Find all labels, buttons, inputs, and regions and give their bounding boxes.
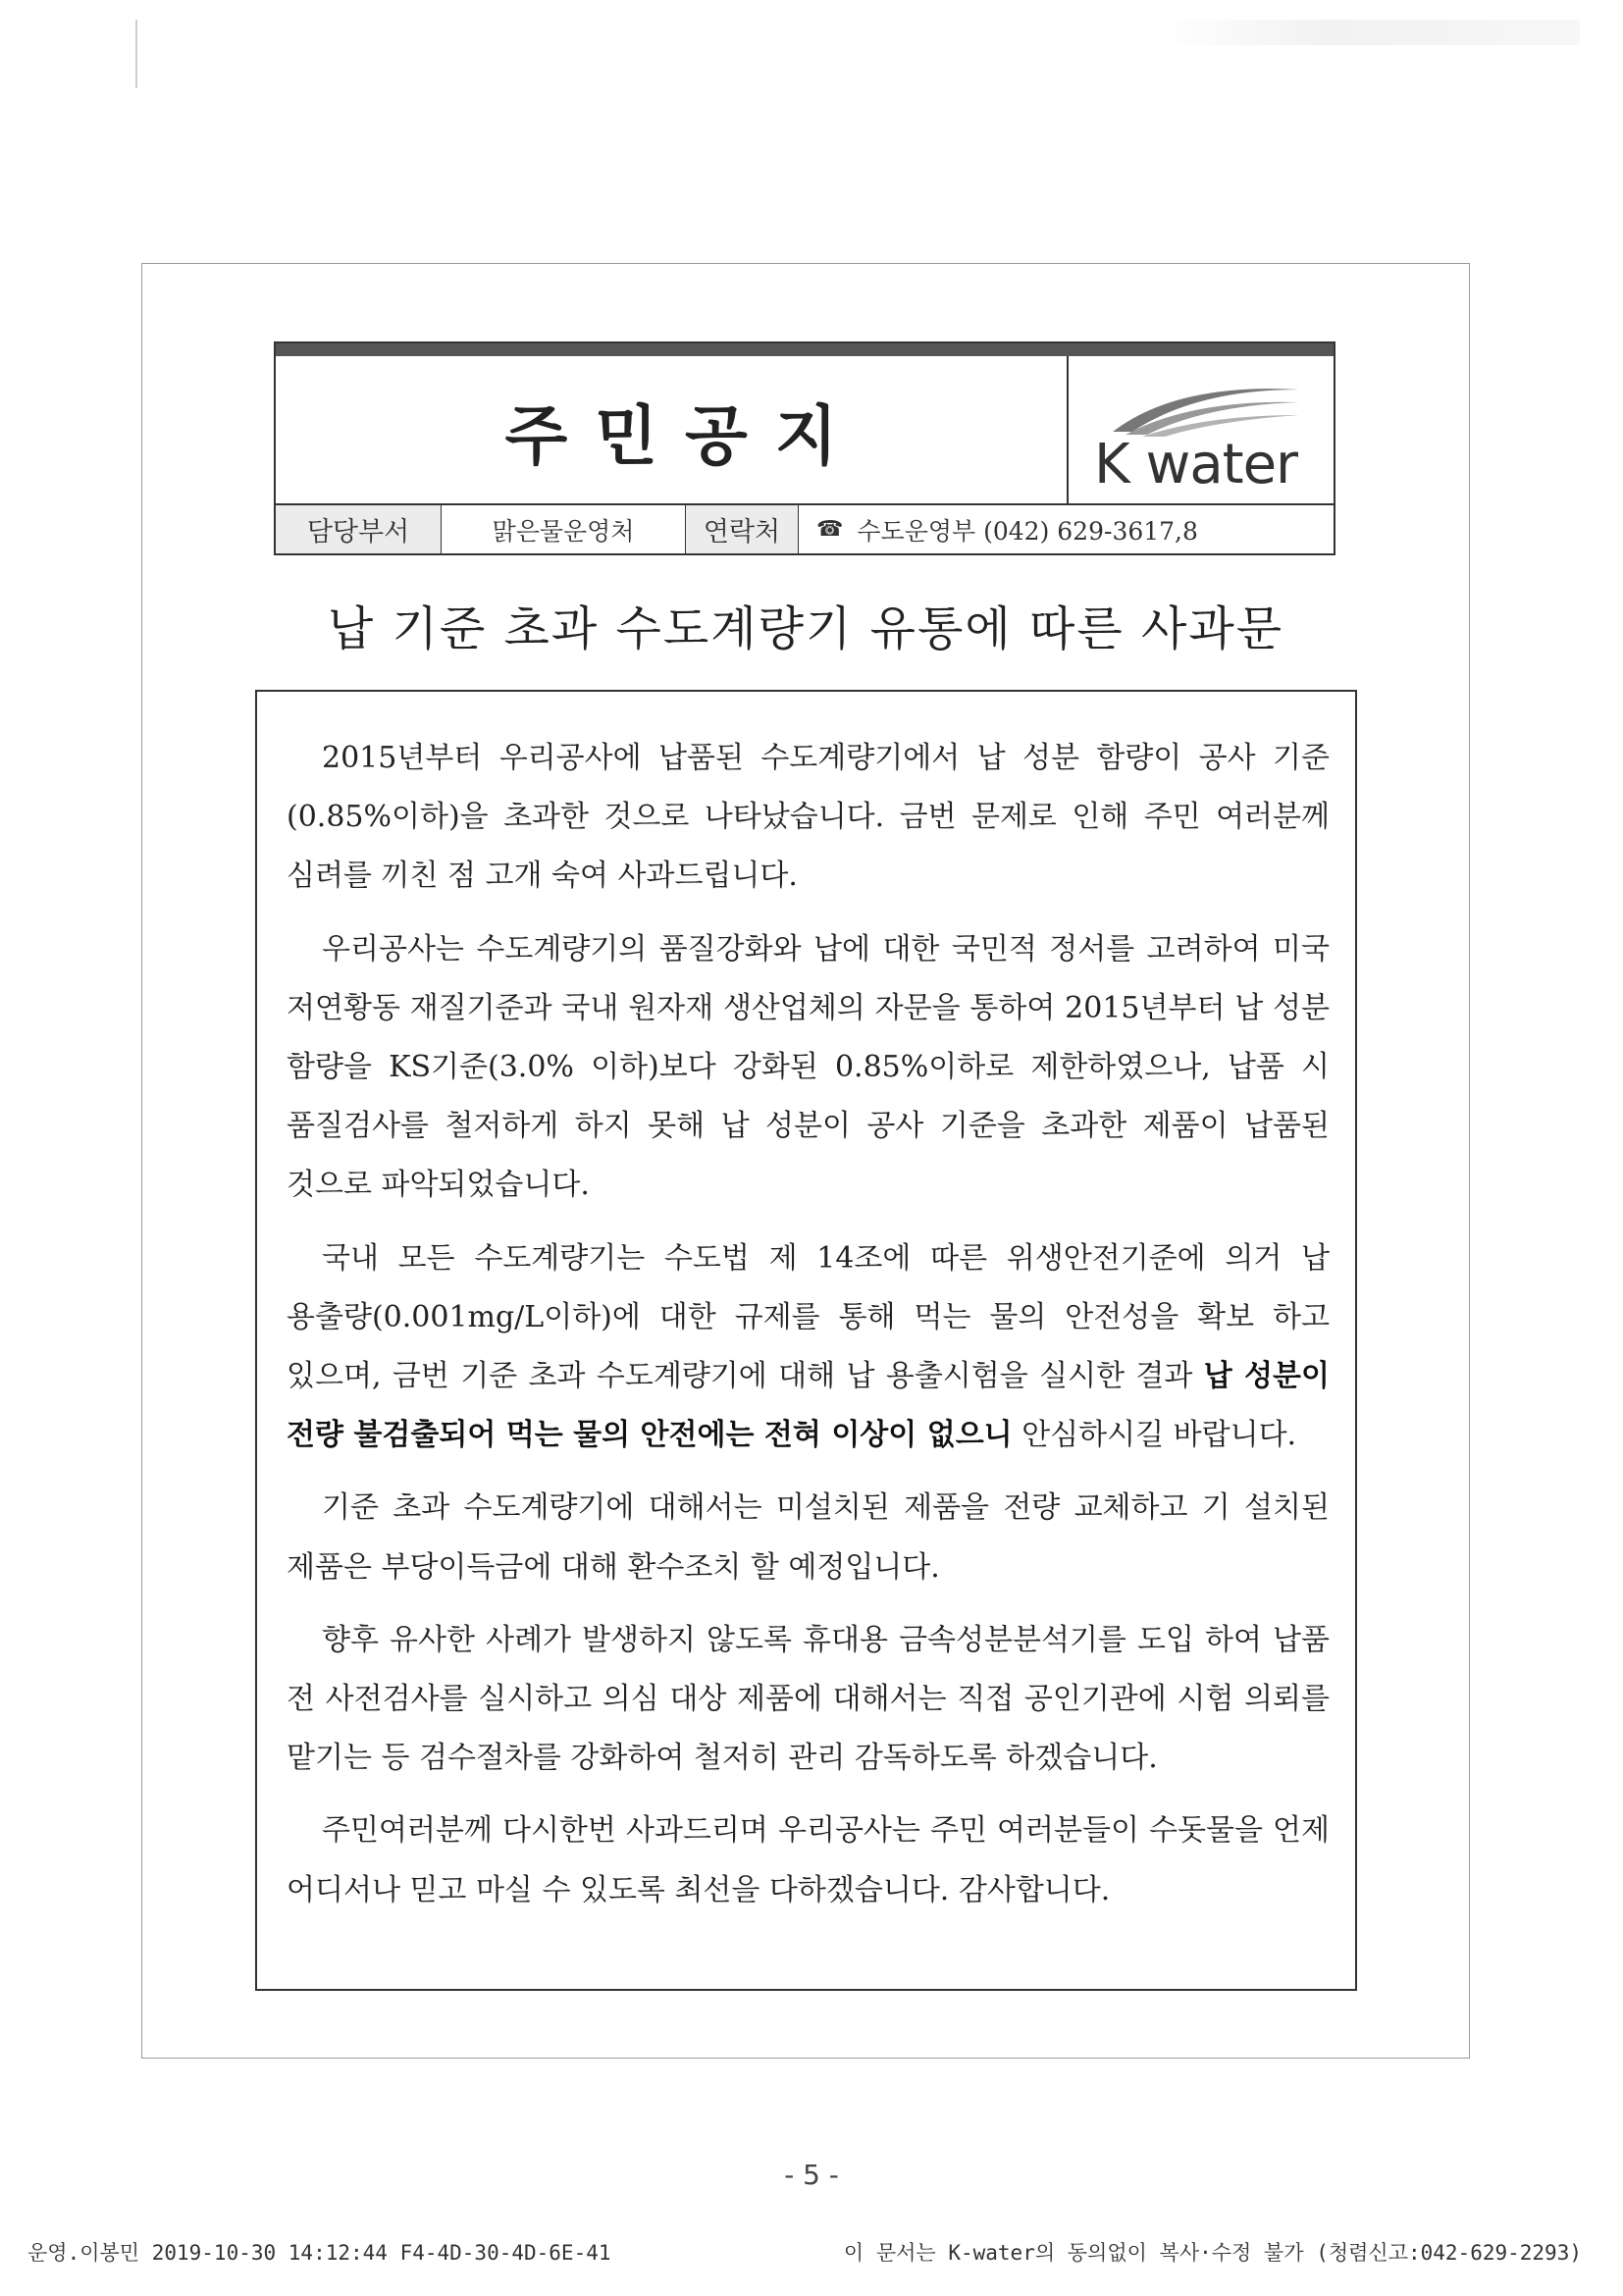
header-title-cell bbox=[276, 356, 1069, 503]
dept-value: 맑은물운영처 bbox=[442, 505, 686, 553]
footer-copyright-notice: 이 문서는 K-water의 동의없이 복사·수정 불가 (청렴신고:042-629-2293) bbox=[843, 2241, 1582, 2265]
paragraph bbox=[287, 1229, 1330, 1466]
notice-header bbox=[274, 341, 1335, 555]
paragraph: 향후 유사한 사례가 발생하지 않도록 휴대용 금속성분분석기를 도입 하여 납품 전 사전검사를 실시하고 의심 대상 제품에 대해서는 직접 공인기관에 시험 의뢰를 맡기는 등 검수절차를 강화하여 철저히 관리 감독하도록 하겠습니다. bbox=[287, 1622, 1330, 1776]
paragraph-bold-text: 납 성분이 전량 불검출되어 먹는 물의 안전에는 전혀 이상이 없으니 bbox=[287, 1359, 1330, 1453]
paragraph-text: 국내 모든 수도계량기는 수도법 제 14조에 따른 위생안전기준에 의거 납 용출량(0.001mg/L이하)에 대한 규제를 통해 먹는 물의 안전성을 확보 하고 있으며, 금번 기준 초과 수도계량기에 대해 납 용출시험을 실시한 결과 bbox=[287, 1240, 1330, 1394]
page-number: - 5 - bbox=[784, 2159, 839, 2191]
document-body bbox=[255, 690, 1357, 1991]
kwater-logo bbox=[1069, 356, 1334, 503]
phone-icon: ☎ bbox=[816, 517, 844, 542]
logo-text: K water bbox=[1094, 433, 1298, 496]
paragraph: 주민여러분께 다시한번 사과드리며 우리공사는 주민 여러분들이 수돗물을 언제 어디서나 믿고 마실 수 있도록 최선을 다하겠습니다. 감사합니다. bbox=[287, 1813, 1330, 1907]
scan-artifact bbox=[1158, 20, 1580, 45]
notice-title: 주민공지 bbox=[504, 397, 865, 474]
footer-print-info: 운영.이봉민 2019-10-30 14:12:44 F4-4D-30-4D-6E-41 bbox=[27, 2241, 611, 2265]
document-title: 납 기준 초과 수도계량기 유통에 따른 사과문 bbox=[327, 601, 1284, 656]
paragraph-text-after: 안심하시길 바랍니다. bbox=[1012, 1418, 1297, 1453]
paragraph: 기준 초과 수도계량기에 대해서는 미설치된 제품을 전량 교체하고 기 설치된 제품은 부당이득금에 대해 환수조치 할 예정입니다. bbox=[287, 1490, 1330, 1585]
contact-value: 수도운영부 (042) 629-3617,8 bbox=[857, 516, 1198, 546]
dept-label: 담당부서 bbox=[276, 505, 442, 553]
header-info-row bbox=[276, 503, 1334, 553]
contact-label: 연락처 bbox=[686, 505, 799, 553]
scan-artifact bbox=[135, 20, 137, 88]
kwater-logo-swoosh-icon bbox=[1108, 378, 1304, 437]
contact-value-cell bbox=[799, 505, 1334, 553]
paragraph: 2015년부터 우리공사에 납품된 수도계량기에서 납 성분 함량이 공사 기준(0.85%이하)을 초과한 것으로 나타났습니다. 금번 문제로 인해 주민 여러분께 심려를 끼친 점 고개 숙여 사과드립니다. bbox=[287, 741, 1330, 894]
header-top-bar bbox=[276, 343, 1334, 356]
paragraph: 우리공사는 수도계량기의 품질강화와 납에 대한 국민적 정서를 고려하여 미국 저연황동 재질기준과 국내 원자재 생산업체의 자문을 통하여 2015년부터 납 성분 함량을 KS기준(3.0% 이하)보다 강화된 0.85%이하로 제한하였으나, 납품 시 품질검사를 철저하게 하지 못해 납 성분이 공사 기준을 초과한 제품이 납품된 것으로 파악되었습니다. bbox=[287, 931, 1330, 1203]
